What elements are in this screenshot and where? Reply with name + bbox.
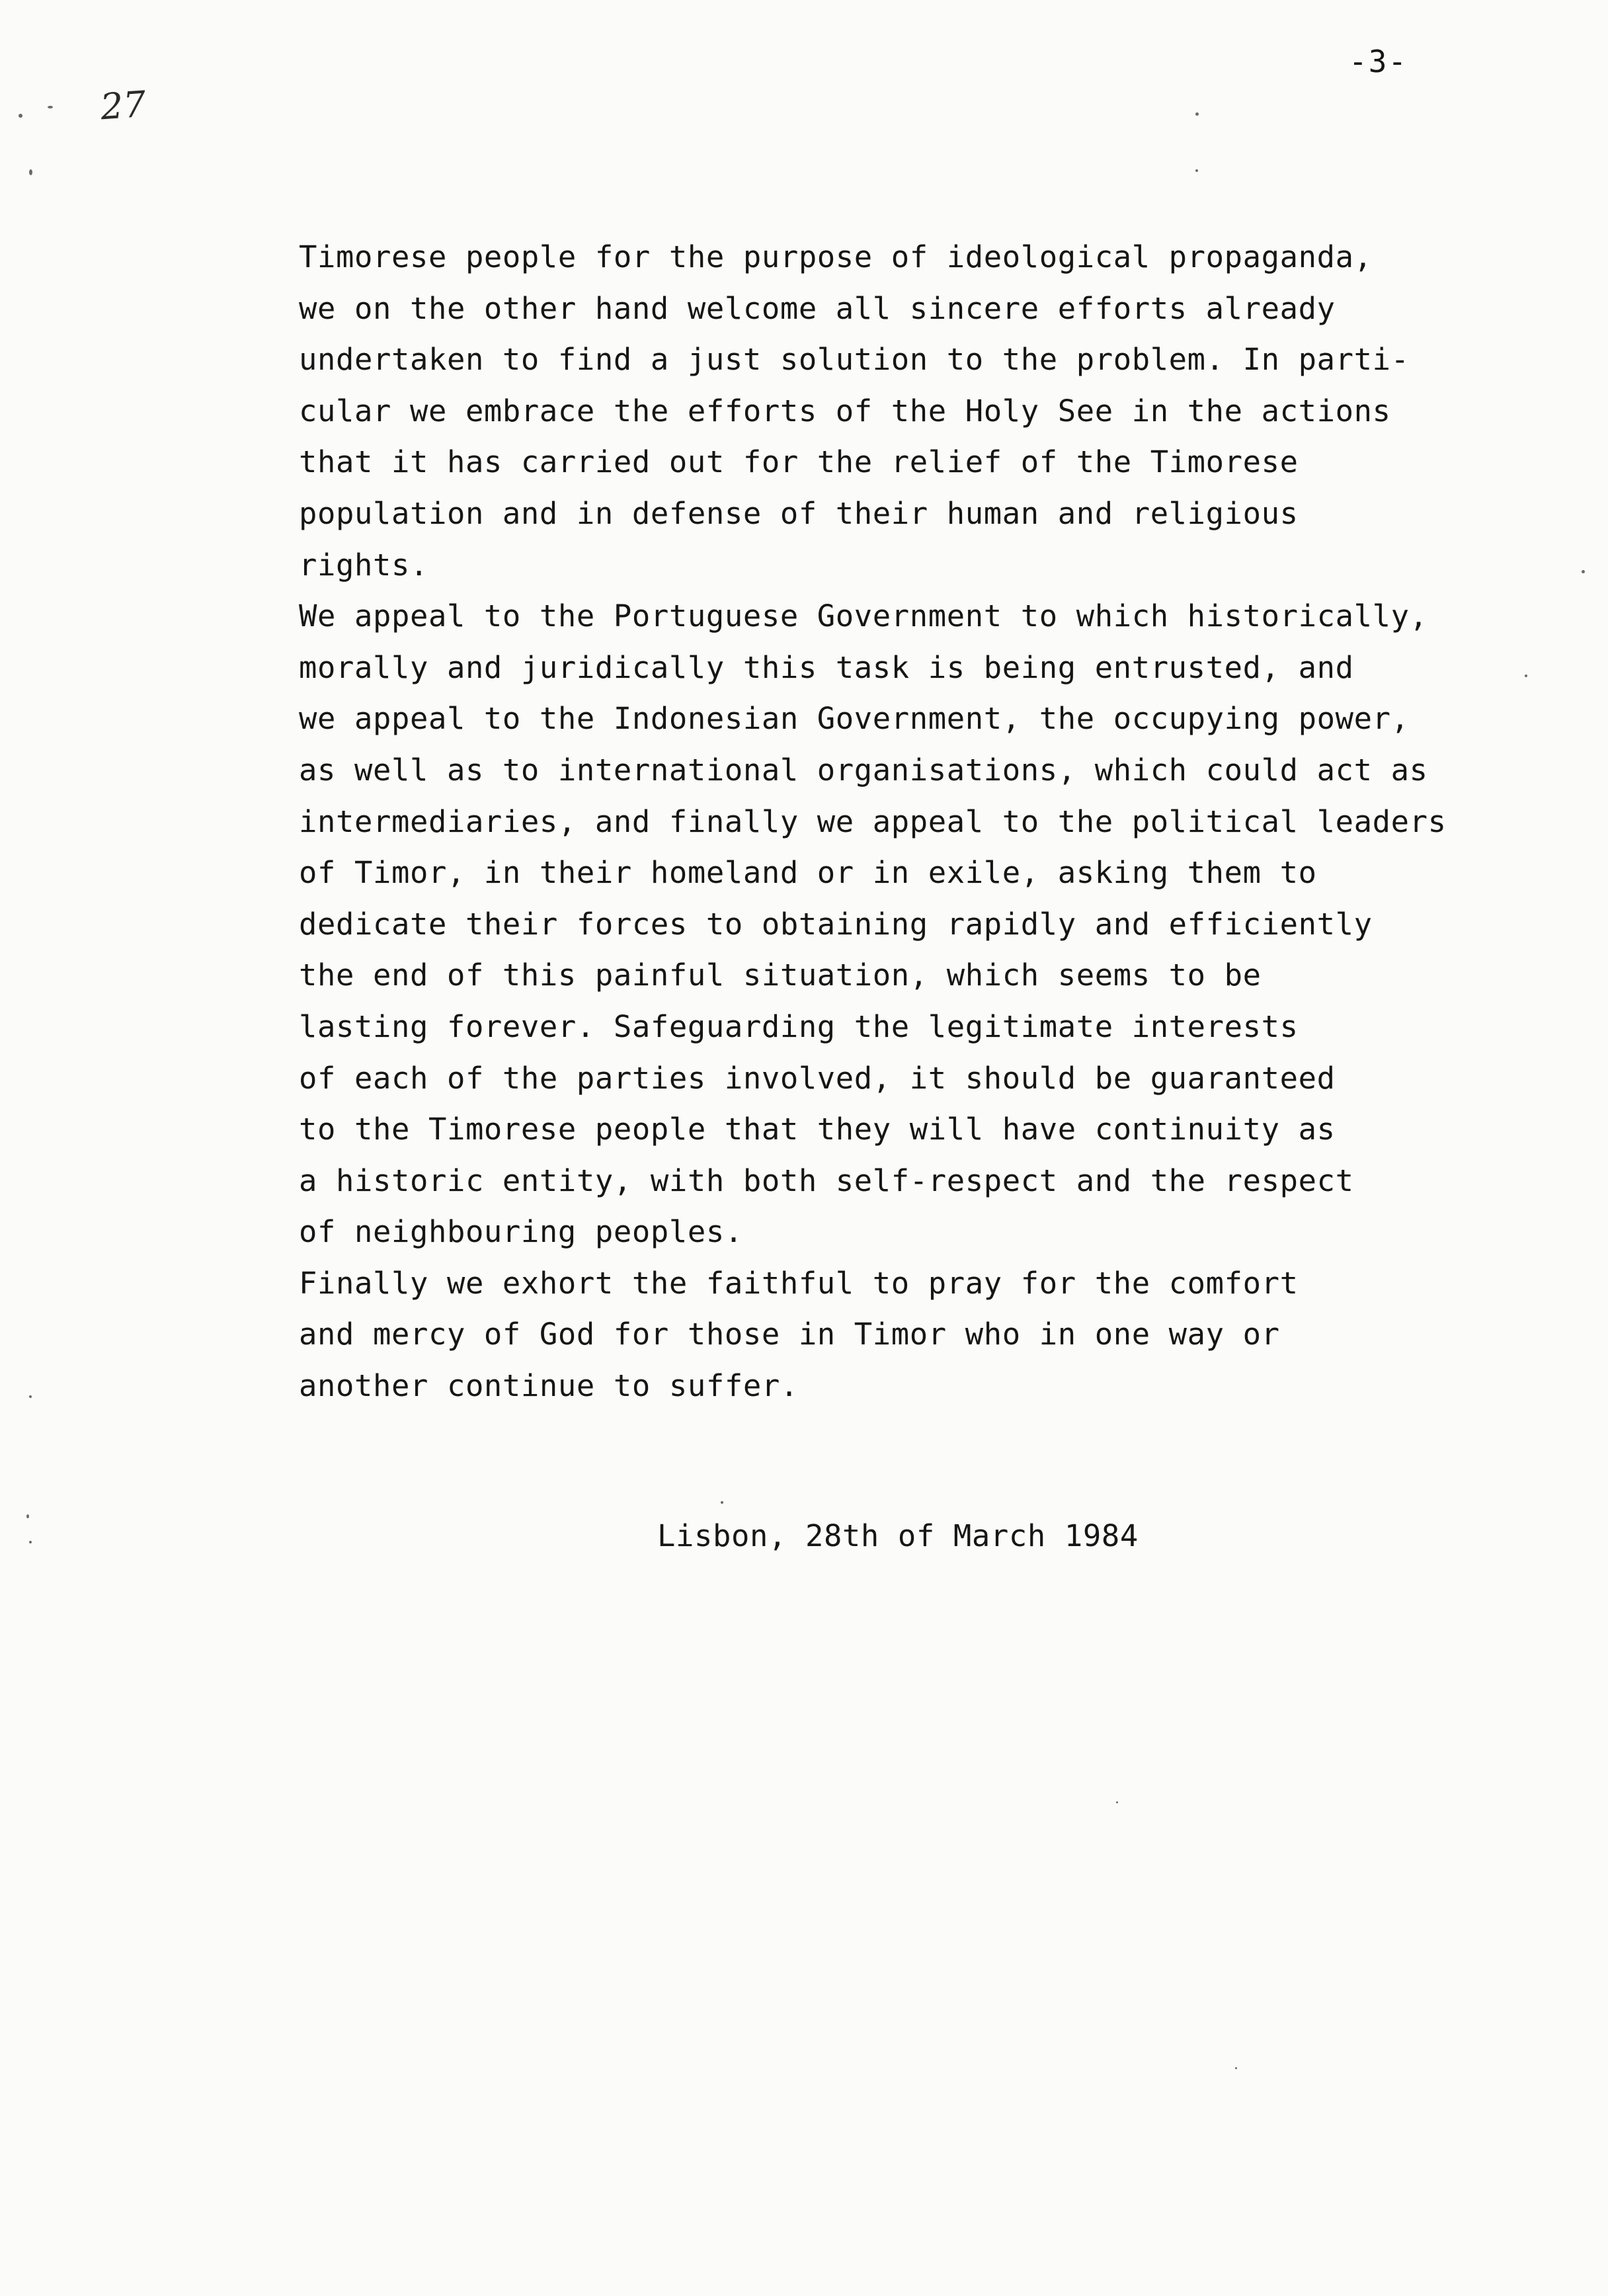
body-line: another continue to suffer. <box>299 1368 799 1404</box>
scan-speck <box>1582 570 1585 573</box>
scan-speck <box>1116 1801 1118 1803</box>
body-line: a historic entity, with both self-respect and the respect <box>299 1163 1354 1198</box>
scan-speck <box>26 1514 29 1518</box>
body-line: morally and juridically this task is being entrusted, and <box>299 649 1354 685</box>
body-line: that it has carried out for the relief of the Timorese <box>299 444 1299 480</box>
scan-speck <box>29 1541 32 1543</box>
body-line: Timorese people for the purpose of ideological propaganda, <box>299 239 1373 274</box>
body-line: population and in defense of their human and religious <box>299 495 1299 531</box>
page-number: -3- <box>1349 44 1408 79</box>
body-line: cular we embrace the efforts of the Holy See in the actions <box>299 393 1391 429</box>
handwritten-page-mark: 27 <box>99 83 147 128</box>
body-line: We appeal to the Portuguese Government to which historically, <box>299 598 1428 634</box>
body-line: dedicate their forces to obtaining rapidly and efficiently <box>299 906 1373 942</box>
scan-speck <box>1195 112 1199 116</box>
scan-speck <box>29 1395 32 1398</box>
body-line: Finally we exhort the faithful to pray for the comfort <box>299 1265 1299 1301</box>
body-line: of each of the parties involved, it should be guaranteed <box>299 1060 1336 1096</box>
scan-speck <box>19 114 22 118</box>
body-line: intermediaries, and finally we appeal to the political leaders <box>299 803 1447 839</box>
body-line: we appeal to the Indonesian Government, the occupying power, <box>299 701 1410 737</box>
body-line: lasting forever. Safeguarding the legitimate interests <box>299 1008 1299 1044</box>
body-text <box>299 231 1595 1412</box>
scan-speck <box>48 106 53 108</box>
body-line: and mercy of God for those in Timor who in one way or <box>299 1317 1280 1352</box>
body-line: of neighbouring peoples. <box>299 1214 743 1250</box>
body-line: as well as to international organisations, which could act as <box>299 752 1428 788</box>
scan-speck <box>1235 2067 1237 2069</box>
body-line: undertaken to find a just solution to the problem. In parti- <box>299 342 1410 378</box>
dateline: Lisbon, 28th of March 1984 <box>657 1518 1139 1553</box>
body-line: rights. <box>299 547 428 583</box>
scan-speck <box>29 169 32 175</box>
scan-speck <box>1195 169 1198 172</box>
body-line: the end of this painful situation, which seems to be <box>299 958 1262 993</box>
scan-speck <box>721 1501 723 1504</box>
scan-speck <box>1525 675 1527 677</box>
body-line: we on the other hand welcome all sincere efforts already <box>299 290 1336 326</box>
body-line: to the Timorese people that they will have continuity as <box>299 1112 1336 1147</box>
body-line: of Timor, in their homeland or in exile, asking them to <box>299 855 1317 891</box>
